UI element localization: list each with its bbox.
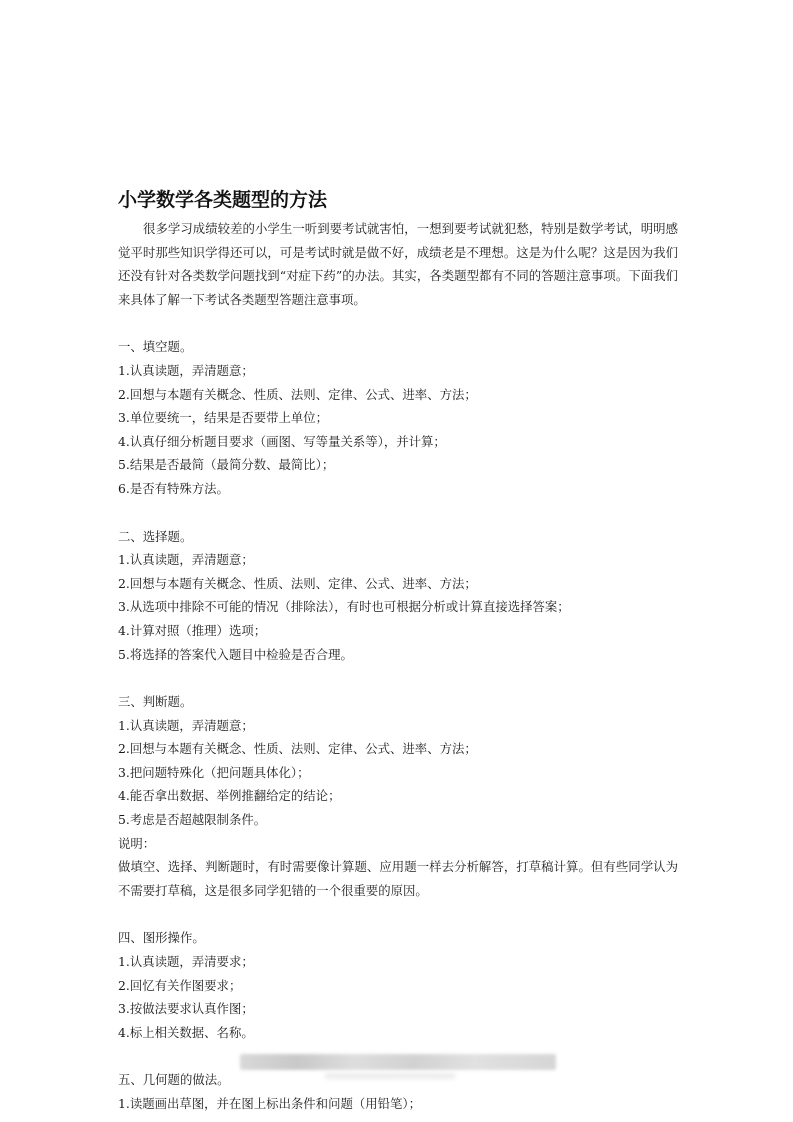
list-item: 3.按做法要求认真作图； [118, 1001, 254, 1017]
list-item: 2.回想与本题有关概念、性质、法则、定律、公式、进率、方法； [118, 741, 477, 757]
section-heading: 二、选择题。 [118, 528, 193, 544]
list-item: 4.计算对照（推理）选项； [118, 622, 267, 638]
note-label: 说明： [118, 835, 156, 851]
section-heading: 三、判断题。 [118, 694, 193, 710]
blurred-footer-watermark [240, 1054, 556, 1070]
intro-paragraph: 很多学习成绩较差的小学生一听到要考试就害怕，一想到要考试就犯愁，特别是数学考试，明明感觉平时那些知识学得还可以，可是考试时就是做不好，成绩老是不理想。这是为什么呢？这是因为我们还没有针对各类数学问题找到“对症下药”的办法。其实，各类题型都有不同的答题注意事项。下面我们来具体了解一下考试各类题型答题注意事项。 [118, 221, 678, 307]
list-item: 1.认真读题，弄清题意； [118, 552, 254, 568]
list-item: 2.回想与本题有关概念、性质、法则、定律、公式、进率、方法； [118, 575, 477, 591]
list-item: 1.认真读题，弄清要求； [118, 954, 254, 970]
list-item: 5.考虑是否超越限制条件。 [118, 812, 267, 828]
list-item: 4.能否拿出数据、举例推翻给定的结论； [118, 788, 341, 804]
list-item: 1.读题画出草图，并在图上标出条件和问题（用铅笔）； [118, 1096, 421, 1111]
list-item: 1.认真读题，弄清题意； [118, 717, 254, 733]
list-item: 3.单位要统一，结果是否要带上单位； [118, 410, 329, 426]
list-item: 3.把问题特殊化（把问题具体化）； [118, 764, 310, 780]
section-fill-in-blank [118, 335, 678, 500]
document-content [118, 186, 678, 1116]
section-multiple-choice [118, 525, 678, 667]
list-item: 4.标上相关数据、名称。 [118, 1024, 254, 1040]
list-item: 2.回忆有关作图要求； [118, 977, 242, 993]
list-item: 2.回想与本题有关概念、性质、法则、定律、公式、进率、方法； [118, 386, 477, 402]
document-title: 小学数学各类题型的方法 [118, 189, 328, 211]
section-heading: 四、图形操作。 [118, 930, 205, 946]
list-item: 5.结果是否最简（最简分数、最简比）； [118, 457, 335, 473]
section-heading: 五、几何题的做法。 [118, 1072, 230, 1088]
list-item: 4.认真仔细分析题目要求（画图、写等量关系等），并计算； [118, 433, 446, 449]
section-true-false [118, 690, 678, 902]
list-item: 1.认真读题，弄清题意； [118, 362, 254, 378]
list-item: 3.从选项中排除不可能的情况（排除法），有时也可根据分析或计算直接选择答案； [118, 599, 570, 615]
section-graphic-operations [118, 926, 678, 1044]
note-paragraph: 做填空、选择、判断题时，有时需要像计算题、应用题一样去分析解答，打草稿计算。但有些同学认为不需要打草稿，这是很多同学犯错的一个很重要的原因。 [118, 859, 678, 898]
section-heading: 一、填空题。 [118, 339, 193, 355]
list-item: 5.将选择的答案代入题目中检验是否合理。 [118, 646, 353, 662]
blurred-footer-watermark-sub [325, 1073, 455, 1079]
list-item: 6.是否有特殊方法。 [118, 480, 229, 496]
